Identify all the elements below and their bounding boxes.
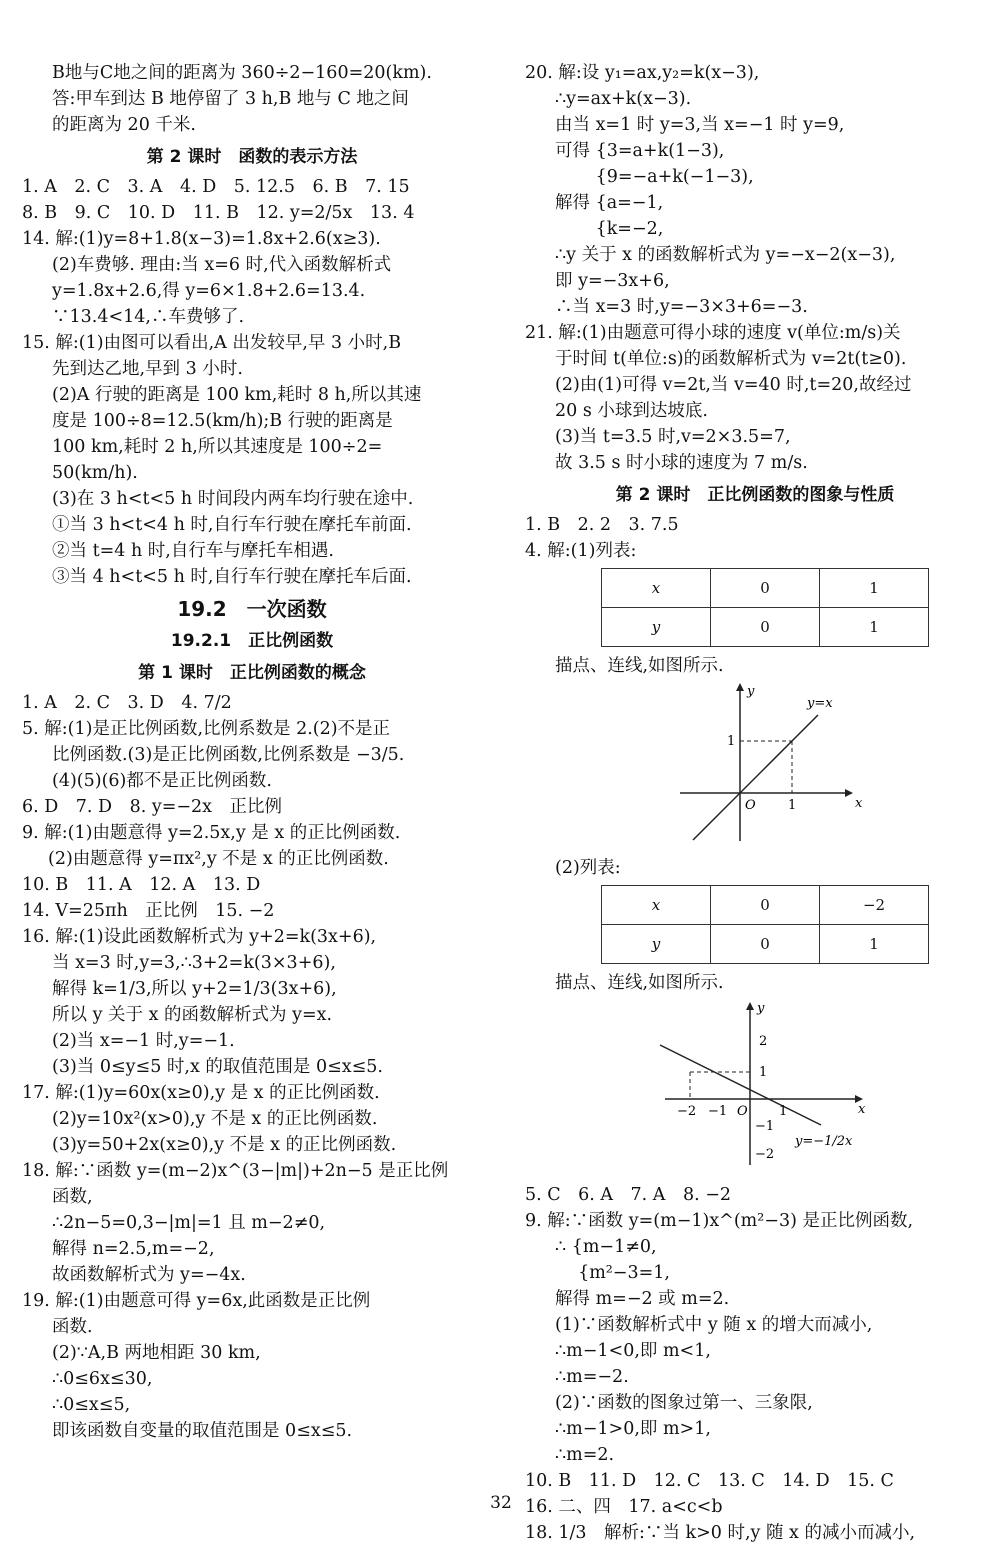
tick-label: 1	[788, 798, 797, 813]
answer-line: ∴y 关于 x 的函数解析式为 y=−x−2(x−3),	[555, 245, 896, 265]
origin-label: O	[737, 1104, 748, 1119]
answer-line: ∴0≤x≤5,	[52, 1395, 131, 1415]
table-cell: 1	[820, 569, 929, 608]
tick-label: 1	[779, 1104, 788, 1119]
answer-line: ∴m=−2.	[555, 1367, 629, 1387]
left-column	[22, 60, 482, 1444]
text-line: 描点、连线,如图所示.	[555, 973, 724, 993]
table-cell: 1	[820, 925, 929, 964]
answer-line: 4. 解:(1)列表:	[525, 541, 637, 561]
answer-line: ∴m=2.	[555, 1445, 615, 1465]
section-heading: 19.2 一次函数	[177, 597, 327, 621]
answer-line: 16. 解:(1)设此函数解析式为 y+2=k(3x+6),	[22, 927, 377, 947]
table-cell: 0	[711, 608, 820, 647]
answer-line: 当 x=3 时,y=3,∴3+2=k(3×3+6),	[52, 953, 336, 973]
subsection-heading: 19.2.1 正比例函数	[170, 631, 334, 651]
answer-line: (2)∵A,B 两地相距 30 km,	[52, 1343, 261, 1363]
answer-line: 5. 解:(1)是正比例函数,比例系数是 2.(2)不是正	[22, 719, 391, 739]
answer-line: (3)当 t=3.5 时,v=2×3.5=7,	[555, 427, 791, 447]
answer-line: ∴0≤6x≤30,	[52, 1369, 153, 1389]
answer-line: ∴当 x=3 时,y=−3×3+6=−3.	[555, 297, 808, 317]
table-cell: 0	[711, 569, 820, 608]
lesson-heading: 第 2 课时 函数的表示方法	[146, 147, 358, 167]
table-cell: y	[602, 608, 711, 647]
table-cell: x	[602, 569, 711, 608]
text-line: 描点、连线,如图所示.	[555, 656, 724, 676]
graph-y-equals-neg-half-x	[525, 1000, 985, 1170]
answer-line: {k=−2,	[555, 219, 664, 239]
tick-label: −1	[755, 1119, 775, 1134]
answer-line: 15. 解:(1)由图可以看出,A 出发较早,早 3 小时,B	[22, 333, 402, 353]
answer-line: 9. 解:∵函数 y=(m−1)x^(m²−3) 是正比例函数,	[525, 1211, 914, 1231]
tick-label: 2	[759, 1034, 768, 1049]
table-cell: −2	[820, 886, 929, 925]
answer-line: 先到达乙地,早到 3 小时.	[52, 359, 243, 379]
answer-line: 19. 解:(1)由题意可得 y=6x,此函数是正比例	[22, 1291, 371, 1311]
lesson-heading: 第 1 课时 正比例函数的概念	[138, 663, 366, 683]
answer-line: (3)y=50+2x(x≥0),y 不是 x 的正比例函数.	[52, 1135, 397, 1155]
answer-line: 5. C 6. A 7. A 8. −2	[525, 1185, 732, 1205]
answer-line: 17. 解:(1)y=60x(x≥0),y 是 x 的正比例函数.	[22, 1083, 380, 1103]
answer-line: ③当 4 h<t<5 h 时,自行车行驶在摩托车后面.	[52, 567, 412, 587]
answer-line: 解得 m=−2 或 m=2.	[555, 1289, 730, 1309]
answer-line: (1)∵函数解析式中 y 随 x 的增大而减小,	[555, 1315, 873, 1335]
answer-line: 50(km/h).	[52, 463, 138, 483]
answer-line: 100 km,耗时 2 h,所以其速度是 100÷2=	[52, 437, 383, 457]
text-line: 的距离为 20 千米.	[52, 115, 196, 135]
answer-line: 20 s 小球到达坡底.	[555, 401, 708, 421]
answer-line: 14. V=25πh 正比例 15. −2	[22, 901, 275, 921]
answer-line: (2)车费够. 理由:当 x=6 时,代入函数解析式	[52, 255, 392, 275]
table-cell: 0	[711, 886, 820, 925]
answer-line: ∴2n−5=0,3−|m|=1 且 m−2≠0,	[52, 1213, 326, 1233]
answer-line: 由当 x=1 时 y=3,当 x=−1 时 y=9,	[555, 115, 845, 135]
graph-label: y=x	[807, 696, 833, 711]
tick-label: −1	[708, 1104, 728, 1119]
answer-line: 18. 解:∵函数 y=(m−2)x^(3−|m|)+2n−5 是正比例	[22, 1161, 449, 1181]
answer-line: 解得 n=2.5,m=−2,	[52, 1239, 215, 1259]
answer-line: 即该函数自变量的取值范围是 0≤x≤5.	[52, 1421, 353, 1441]
tick-label: 1	[727, 734, 736, 749]
tick-label: 1	[759, 1065, 768, 1080]
answer-line: (2)由题意得 y=πx²,y 不是 x 的正比例函数.	[48, 849, 389, 869]
answer-line: (2)∵函数的图象过第一、三象限,	[555, 1393, 813, 1413]
answer-line: (2)A 行驶的距离是 100 km,耗时 8 h,所以其速	[52, 385, 422, 405]
answer-line: (3)当 0≤y≤5 时,x 的取值范围是 0≤x≤5.	[52, 1057, 383, 1077]
answer-line: (3)在 3 h<t<5 h 时间段内两车均行驶在途中.	[52, 489, 414, 509]
answer-line: 函数.	[52, 1317, 93, 1337]
text-line: (2)列表:	[555, 858, 621, 878]
answer-line: 度是 100÷8=12.5(km/h);B 行驶的距离是	[52, 411, 393, 431]
answer-line: 10. B 11. D 12. C 13. C 14. D 15. C	[525, 1471, 894, 1491]
answer-line: ∵13.4<14,∴车费够了.	[52, 307, 245, 327]
answer-line: 可得 {3=a+k(1−3),	[555, 141, 725, 161]
y-axis-arrow	[736, 683, 744, 691]
answer-line: 10. B 11. A 12. A 13. D	[22, 875, 261, 895]
x-axis-label: x	[855, 796, 863, 811]
answer-line: (2)y=10x²(x>0),y 不是 x 的正比例函数.	[52, 1109, 378, 1129]
answer-line: 18. 1/3 解析:∵当 k>0 时,y 随 x 的减小而减小,	[525, 1523, 916, 1543]
x-axis-arrow	[845, 789, 853, 797]
answer-line: 16. 二、四 17. a<c<b	[525, 1497, 723, 1517]
answer-line: {m²−3=1,	[555, 1263, 670, 1283]
text-line: B地与C地之间的距离为 360÷2−160=20(km).	[52, 63, 432, 83]
answer-line: ∴m−1>0,即 m>1,	[555, 1419, 711, 1439]
lesson-heading: 第 2 课时 正比例函数的图象与性质	[615, 485, 895, 505]
answer-line: 20. 解:设 y₁=ax,y₂=k(x−3),	[525, 63, 760, 83]
table-cell: y	[602, 925, 711, 964]
answer-line: 9. 解:(1)由题意得 y=2.5x,y 是 x 的正比例函数.	[22, 823, 401, 843]
answer-line: 解得 k=1/3,所以 y+2=1/3(3x+6),	[52, 979, 337, 999]
answer-line: 解得 {a=−1,	[555, 193, 664, 213]
answer-line: ②当 t=4 h 时,自行车与摩托车相遇.	[52, 541, 334, 561]
answer-line: 比例函数.(3)是正比例函数,比例系数是 −3/5.	[52, 745, 405, 765]
answer-line: ∴y=ax+k(x−3).	[555, 89, 692, 109]
origin-label: O	[745, 798, 756, 813]
right-column	[525, 60, 985, 1546]
answer-line: (4)(5)(6)都不是正比例函数.	[52, 771, 272, 791]
answer-line: 1. A 2. C 3. D 4. 7/2	[22, 693, 232, 713]
answer-line: 故函数解析式为 y=−4x.	[52, 1265, 246, 1285]
answer-line: 1. A 2. C 3. A 4. D 5. 12.5 6. B 7. 15	[22, 177, 410, 197]
tick-label: −2	[677, 1104, 697, 1119]
page-number: 32	[490, 1493, 512, 1513]
value-table-2	[601, 885, 929, 964]
answer-line: 即 y=−3x+6,	[555, 271, 670, 291]
tick-label: −2	[755, 1147, 775, 1162]
text-line: 答:甲车到达 B 地停留了 3 h,B 地与 C 地之间	[52, 89, 409, 109]
table-cell: 0	[711, 925, 820, 964]
answer-line: 8. B 9. C 10. D 11. B 12. y=2/5x 13. 4	[22, 203, 415, 223]
y-axis-label: y	[757, 1001, 765, 1016]
answer-line: 1. B 2. 2 3. 7.5	[525, 515, 679, 535]
answer-line: 6. D 7. D 8. y=−2x 正比例	[22, 797, 283, 817]
table-cell: x	[602, 886, 711, 925]
answer-line: {9=−a+k(−1−3),	[555, 167, 754, 187]
y-axis-arrow	[746, 1002, 754, 1010]
answer-line: 14. 解:(1)y=8+1.8(x−3)=1.8x+2.6(x≥3).	[22, 229, 381, 249]
line-y-eq-x	[693, 715, 818, 840]
value-table-1	[601, 568, 929, 647]
graph-y-equals-x	[525, 683, 985, 843]
answer-line: ∴ {m−1≠0,	[555, 1237, 657, 1257]
answer-line: ①当 3 h<t<4 h 时,自行车行驶在摩托车前面.	[52, 515, 412, 535]
answer-line: ∴m−1<0,即 m<1,	[555, 1341, 711, 1361]
answer-line: y=1.8x+2.6,得 y=6×1.8+2.6=13.4.	[52, 281, 366, 301]
y-axis-label: y	[747, 684, 755, 699]
answer-line: 所以 y 关于 x 的函数解析式为 y=x.	[52, 1005, 333, 1025]
answer-line: 21. 解:(1)由题意可得小球的速度 v(单位:m/s)关	[525, 323, 901, 343]
answer-line: 函数,	[52, 1187, 93, 1207]
answer-line: (2)由(1)可得 v=2t,当 v=40 时,t=20,故经过	[555, 375, 912, 395]
answer-line: (2)当 x=−1 时,y=−1.	[52, 1031, 235, 1051]
graph-label: y=−1/2x	[795, 1134, 853, 1149]
x-axis-label: x	[858, 1102, 866, 1117]
answer-line: 故 3.5 s 时小球的速度为 7 m/s.	[555, 453, 808, 473]
answer-line: 于时间 t(单位:s)的函数解析式为 v=2t(t≥0).	[555, 349, 907, 369]
table-cell: 1	[820, 608, 929, 647]
